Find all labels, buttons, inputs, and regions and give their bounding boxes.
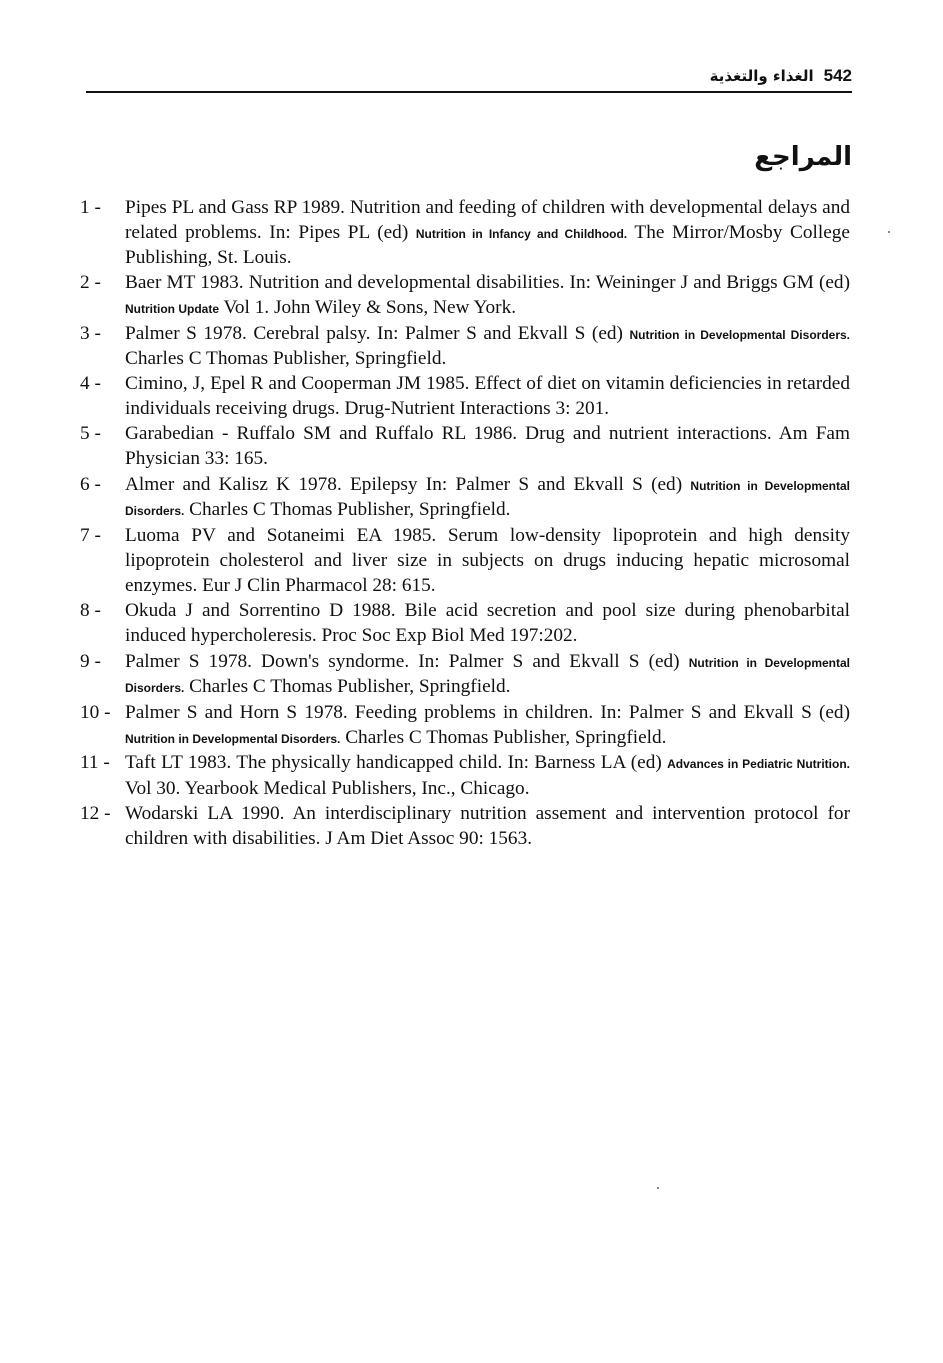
reference-citation: Wodarski LA 1990. An interdisciplinary nutrition assement and intervention protocol for children with disabilities. J Am Diet Assoc 90: 1563. (125, 802, 850, 849)
reference-source-title: Nutrition in Developmental Disorders. (125, 731, 341, 746)
reference-publisher: Charles C Thomas Publisher, Springfield. (340, 726, 667, 748)
reference-text (125, 271, 850, 321)
reference-number: 4 - (80, 372, 101, 394)
reference-number: 5 - (80, 423, 101, 445)
reference-text (125, 322, 850, 372)
reference-number: 10 - (80, 702, 111, 724)
reference-source-title: Advances in Pediatric Nutrition. (667, 757, 851, 772)
reference-number: 6 - (80, 473, 101, 495)
reference-publisher: Vol 30. Yearbook Medical Publishers, Inc., Chicago. (125, 778, 530, 800)
reference-citation: Cimino, J, Epel R and Cooperman JM 1985. Effect of diet on vitamin deficiencies in retarded individuals receiving drugs. Drug-Nutrient Interactions 3: 201. (125, 372, 850, 419)
reference-item (80, 701, 850, 751)
reference-item (80, 524, 850, 599)
reference-text (125, 650, 850, 701)
reference-citation: Okuda J and Sorrentino D 1988. Bile acid secretion and pool size during phenobarbital induced hypercholeresis. Proc Soc Exp Biol Med 197:202. (125, 600, 850, 646)
reference-text (125, 524, 850, 599)
reference-text (125, 473, 850, 524)
reference-publisher: Charles C Thomas Publisher, Springfield. (184, 676, 511, 698)
reference-number: 2 - (80, 272, 101, 294)
reference-text (125, 701, 850, 751)
reference-citation: Palmer S 1978. Down's syndorme. In: Palmer S and Ekvall S (ed) (125, 650, 689, 672)
reference-number: 8 - (80, 600, 101, 622)
reference-source-title: Nutrition in Developmental Disorders. (629, 327, 850, 342)
reference-item (80, 322, 850, 372)
reference-publisher: The Mirror/Mosby College Publishing, St. Louis. (125, 221, 850, 269)
reference-text (125, 751, 850, 801)
reference-number: 1 - (80, 197, 101, 218)
reference-citation: Almer and Kalisz K 1978. Epilepsy In: Palmer S and Ekvall S (ed) (125, 473, 691, 495)
page-number: 542 (823, 66, 852, 85)
reference-item (80, 751, 850, 801)
reference-publisher: Vol 1. John Wiley & Sons, New York. (219, 296, 517, 318)
reference-item (80, 802, 850, 852)
reference-citation: Luoma PV and Sotaneimi EA 1985. Serum low-density lipoprotein and high density lipoprotein cholesterol and liver size in subjects on drugs inducing hepatic microsomal enzymes. Eur J Clin Pharmacol 28: 615. (125, 525, 850, 596)
reference-list (80, 196, 850, 852)
reference-citation: Taft LT 1983. The physically handicapped child. In: Barness LA (ed) (125, 752, 668, 774)
reference-citation: Baer MT 1983. Nutrition and developmental disabilities. In: Weininger J and Briggs GM (ed) (125, 272, 850, 294)
reference-source-title: Nutrition Update (125, 301, 219, 316)
scan-speck (888, 231, 890, 233)
reference-citation: Palmer S and Horn S 1978. Feeding problems in children. In: Palmer S and Ekvall S (ed) (125, 702, 850, 724)
header-rule (86, 91, 852, 93)
reference-item (80, 271, 850, 321)
reference-item (80, 473, 850, 524)
running-title: الغذاء والتغذية (709, 67, 814, 85)
reference-citation: Palmer S 1978. Cerebral palsy. In: Palmer S and Ekvall S (ed) (125, 322, 630, 344)
reference-number: 9 - (80, 650, 101, 672)
reference-number: 11 - (80, 752, 110, 774)
reference-text (125, 196, 850, 271)
reference-source-title: Nutrition in Infancy and Childhood. (415, 226, 628, 241)
reference-number: 7 - (80, 525, 101, 547)
reference-source-title: Nutrition in Developmental Disorders. (125, 655, 850, 696)
running-header (86, 58, 852, 86)
reference-number: 12 - (80, 802, 111, 824)
reference-source-title: Nutrition in Developmental Disorders. (125, 478, 850, 519)
reference-number: 3 - (80, 322, 101, 344)
reference-citation: Pipes PL and Gass RP 1989. Nutrition and feeding of children with developmental delays and related problems. In: Pipes PL (ed) (125, 197, 850, 243)
reference-item (80, 372, 850, 422)
reference-text (125, 802, 850, 852)
reference-item (80, 422, 850, 472)
reference-publisher: Charles C Thomas Publisher, Springfield. (184, 499, 511, 521)
section-title: المراجع (754, 142, 852, 172)
reference-item (80, 650, 850, 701)
reference-text (125, 372, 850, 422)
reference-item (80, 599, 850, 649)
reference-text (125, 422, 850, 472)
reference-text (125, 599, 850, 649)
reference-item (80, 196, 850, 271)
reference-citation: Garabedian - Ruffalo SM and Ruffalo RL 1986. Drug and nutrient interactions. Am Fam Physician 33: 165. (125, 423, 850, 470)
scan-speck (657, 1187, 659, 1189)
reference-publisher: Charles C Thomas Publisher, Springfield. (125, 348, 447, 370)
